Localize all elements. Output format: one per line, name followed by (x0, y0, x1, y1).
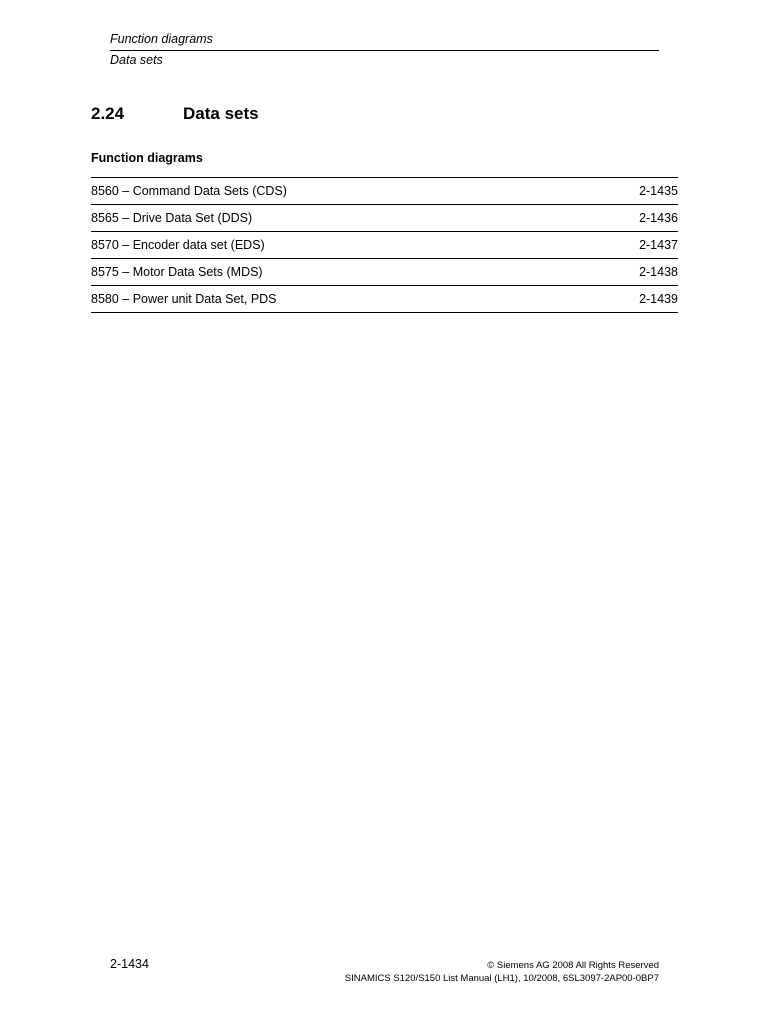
footer-imprint (345, 959, 659, 985)
section-number: 2.24 (91, 104, 125, 123)
footer-copyright: © Siemens AG 2008 All Rights Reserved (487, 960, 659, 971)
toc-entry-page[interactable]: 2-1439 (639, 292, 678, 306)
running-header-section: Data sets (110, 53, 163, 67)
function-diagram-list (91, 177, 678, 313)
section-heading (91, 103, 259, 125)
toc-row-8560[interactable] (91, 178, 678, 205)
section-title: Data sets (183, 104, 259, 123)
toc-entry-title[interactable]: 8560 – Command Data Sets (CDS) (91, 184, 287, 198)
footer-manual-id: SINAMICS S120/S150 List Manual (LH1), 10/2008, 6SL3097-2AP00-0BP7 (344, 973, 659, 984)
footer-page-number: 2-1434 (110, 957, 149, 971)
toc-row-8575[interactable] (91, 259, 678, 286)
function-diagrams-subheading: Function diagrams (91, 151, 203, 165)
toc-entry-title[interactable]: 8580 – Power unit Data Set, PDS (91, 292, 277, 306)
toc-entry-title[interactable]: 8565 – Drive Data Set (DDS) (91, 211, 253, 225)
toc-row-8570[interactable] (91, 232, 678, 259)
toc-entry-title[interactable]: 8575 – Motor Data Sets (MDS) (91, 265, 263, 279)
running-header-chapter: Function diagrams (110, 32, 213, 46)
header-rule (110, 50, 659, 51)
toc-entry-page[interactable]: 2-1438 (639, 265, 678, 279)
toc-row-8565[interactable] (91, 205, 678, 232)
toc-entry-page[interactable]: 2-1437 (639, 238, 678, 252)
toc-entry-page[interactable]: 2-1435 (639, 184, 678, 198)
toc-entry-page[interactable]: 2-1436 (639, 211, 678, 225)
toc-entry-title[interactable]: 8570 – Encoder data set (EDS) (91, 238, 265, 252)
running-header (110, 31, 659, 68)
toc-row-8580[interactable] (91, 286, 678, 313)
